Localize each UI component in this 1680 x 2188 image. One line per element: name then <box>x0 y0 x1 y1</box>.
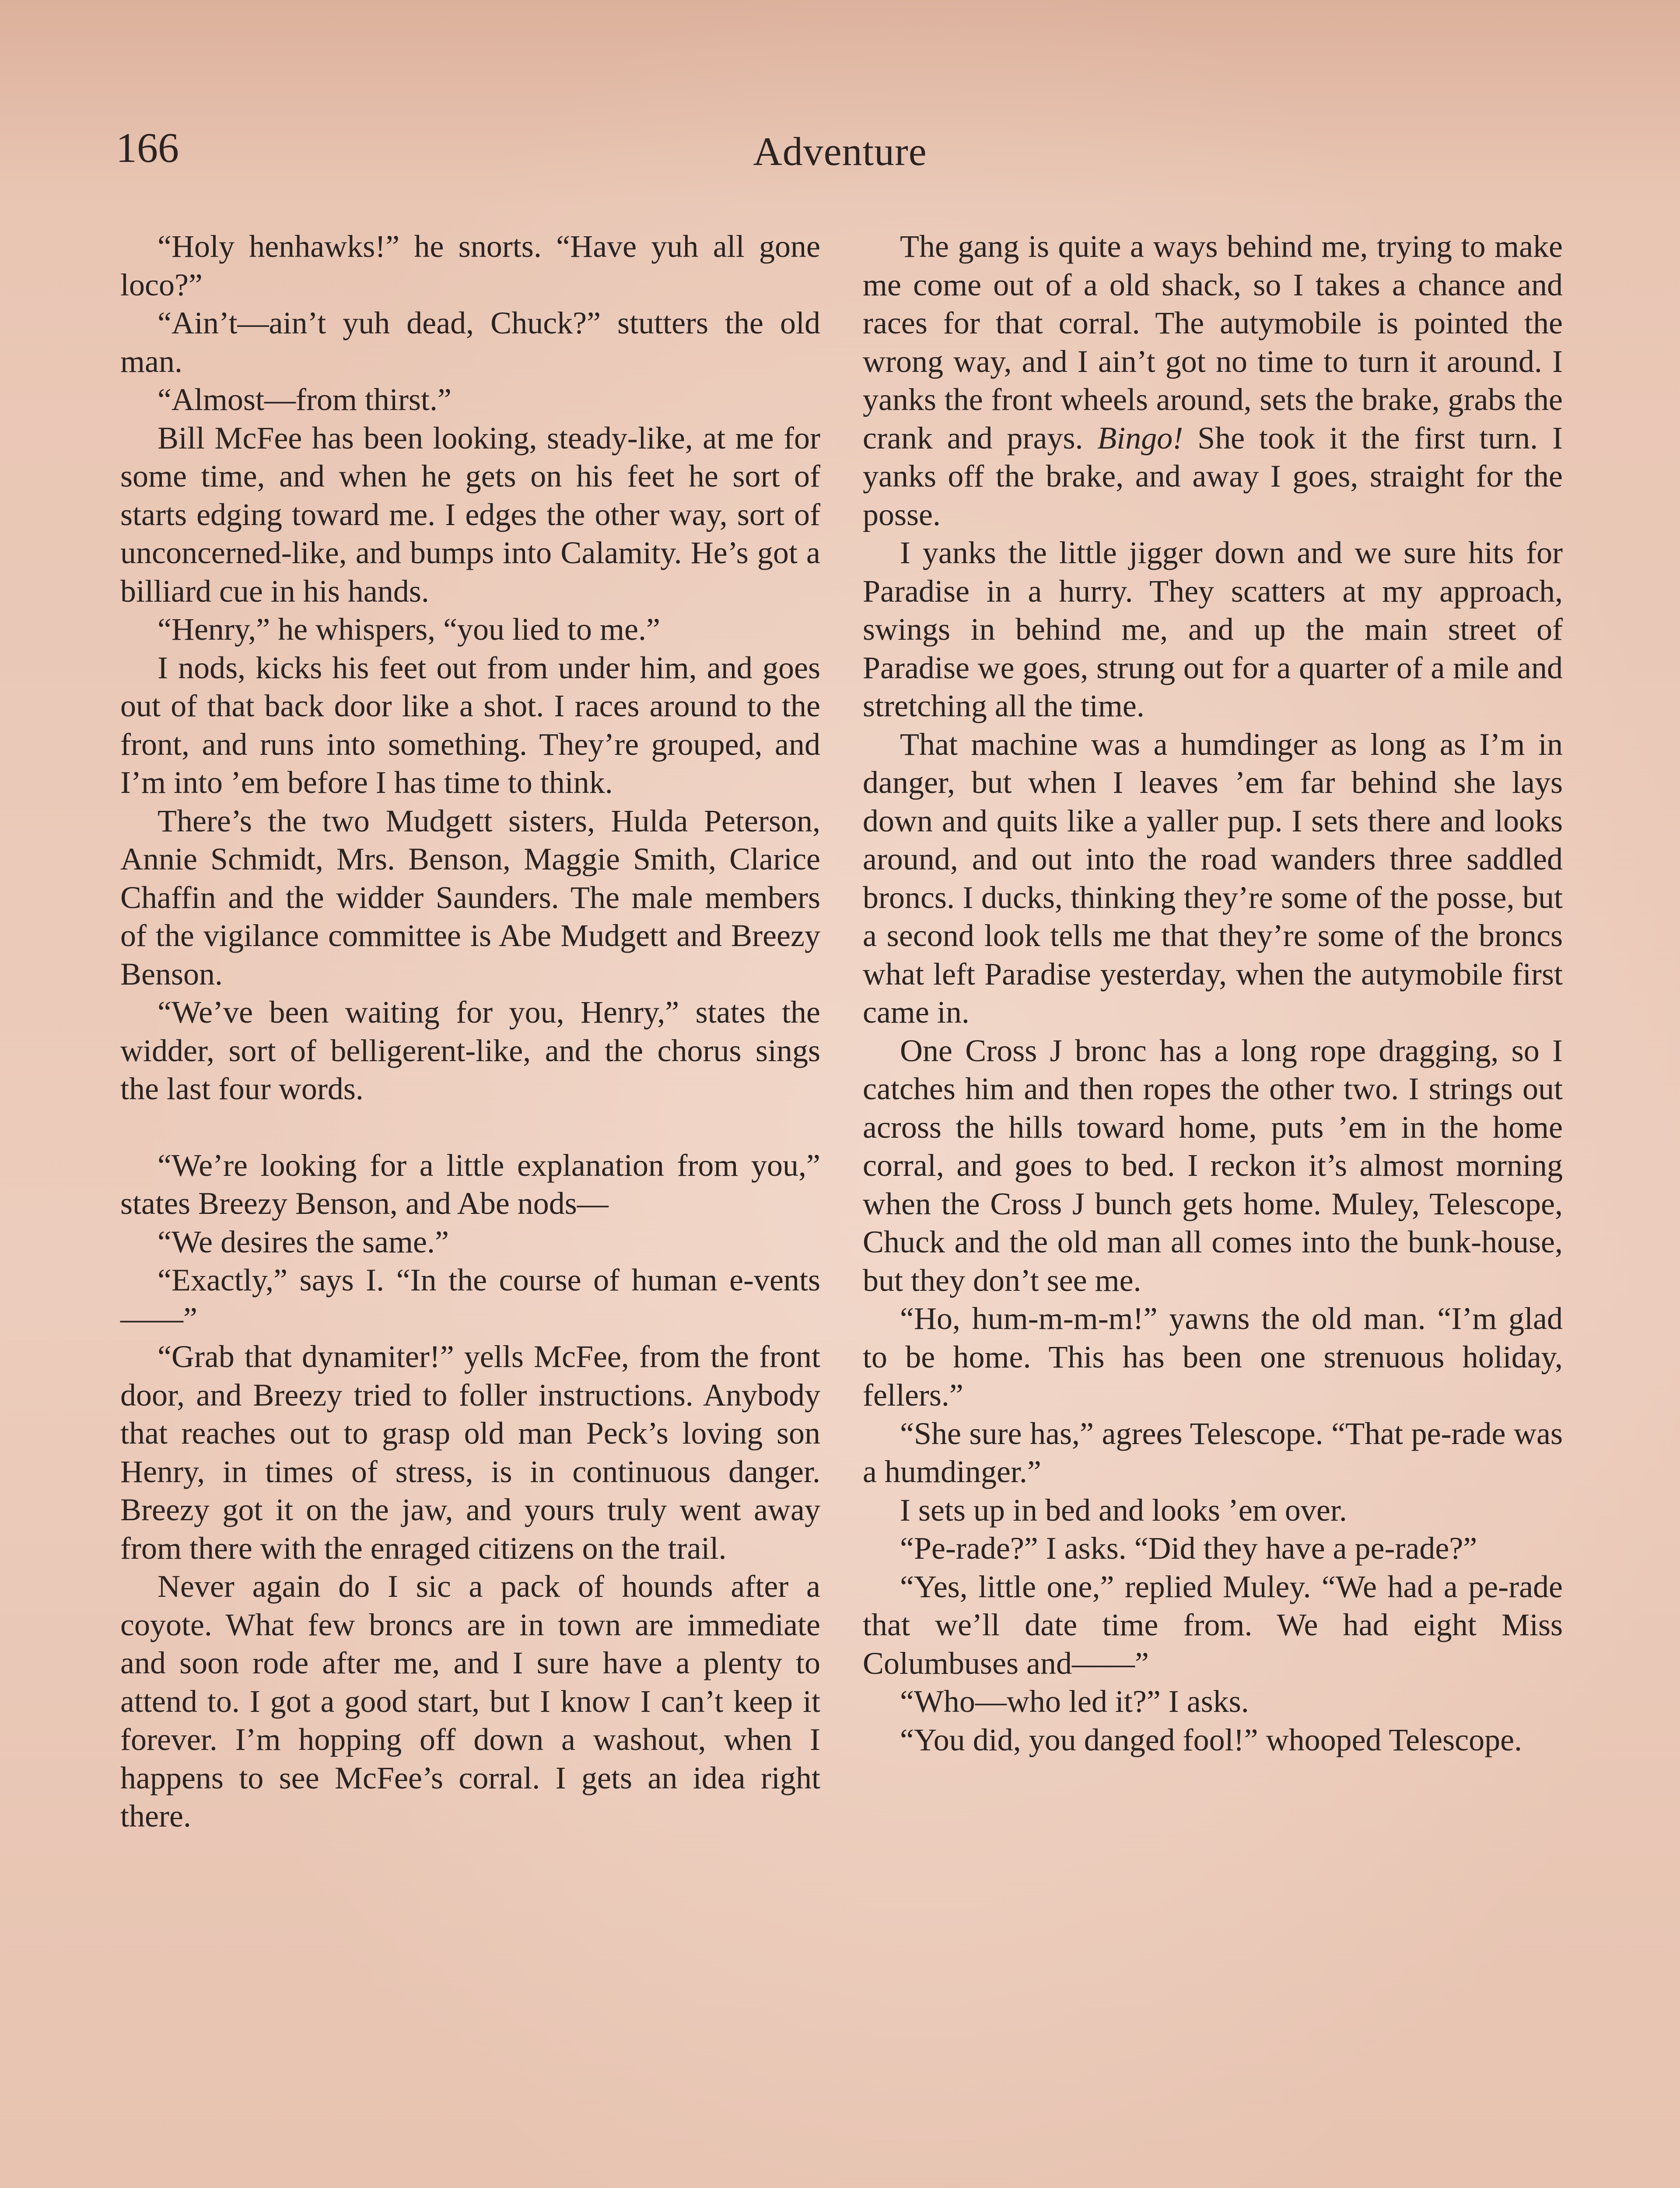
paragraph: I yanks the little jigger down and we sure hits for Paradise in a hurry. They scatters at my approach, swings in behind me, and up the main street of Paradise we goes, strung out for a quarter of a mile and stretching all the time. <box>863 535 1563 723</box>
paragraph: One Cross J bronc has a long rope dragging, so I catches him and then ropes the other two. I strings out across the hills toward home, puts ’em in the home corral, and goes to bed. I reckon it’s almost morning when the Cross J bunch gets home. Muley, Telescope, Chuck and the old man all comes into the bunk-house, but they don’t see me. <box>863 1033 1563 1298</box>
paragraph: “Almost—from thirst.” <box>158 382 452 417</box>
running-head: Adventure <box>753 129 927 174</box>
right-column <box>863 228 1563 1759</box>
paragraph: “We desires the same.” <box>158 1224 449 1259</box>
paragraph: There’s the two Mudgett sisters, Hulda Peterson, Annie Schmidt, Mrs. Benson, Maggie Smith, Clarice Chaffin and the widder Saunders. The male members of the vigilance committee is Abe Mudgett and Breezy Benson. <box>120 803 820 992</box>
paragraph: “Henry,” he whispers, “you lied to me.” <box>158 612 660 647</box>
paragraph <box>863 228 1563 534</box>
paragraph: “She sure has,” agrees Telescope. “That pe-rade was a humdinger.” <box>863 1416 1563 1489</box>
paragraph: “We’re looking for a little explanation from you,” states Breezy Benson, and Abe nods— <box>120 1147 820 1221</box>
paragraph: “You did, you danged fool!” whooped Telescope. <box>900 1722 1522 1757</box>
paragraph: I nods, kicks his feet out from under him, and goes out of that back door like a shot. I races around to the front, and runs into something. They’re grouped, and I’m into ’em before I has time to think. <box>120 650 820 800</box>
paragraph: Never again do I sic a pack of hounds after a coyote. What few broncs are in town are immediate and soon rode after me, and I sure have a plenty to attend to. I got a good start, but I know I can’t keep it forever. I’m hopping off down a washout, when I happens to see McFee’s corral. I gets an idea right there. <box>120 1569 820 1834</box>
paragraph: “Pe-rade?” I asks. “Did they have a pe-rade?” <box>900 1531 1477 1566</box>
paragraph: I sets up in bed and looks ’em over. <box>900 1492 1347 1528</box>
paragraph: “Holy henhawks!” he snorts. “Have yuh all gone loco?” <box>120 229 820 302</box>
page-number: 166 <box>116 124 179 171</box>
paragraph: “We’ve been waiting for you, Henry,” states the widder, sort of belligerent-like, and the chorus sings the last four words. <box>120 995 820 1106</box>
paragraph: Bill McFee has been looking, steady-like, at me for some time, and when he gets on his feet he sort of starts edging toward me. I edges the other way, sort of unconcerned-like, and bumps into Calamity. He’s got a billiard cue in his hands. <box>120 420 820 609</box>
paragraph: “Who—who led it?” I asks. <box>900 1684 1249 1719</box>
paragraph: That machine was a humdinger as long as I’m in danger, but when I leaves ’em far behind she lays down and quits like a yaller pup. I sets there and looks around, and out into the road wanders three saddled broncs. I ducks, thinking they’re some of the posse, but a second look tells me that they’re some of the broncs what left Paradise yesterday, when the autymobile first came in. <box>863 726 1563 1030</box>
left-column <box>120 228 820 1836</box>
text-run: She took it the first turn. I yanks off the brake, and away I goes, straight for the posse. <box>863 420 1563 532</box>
paragraph: “Ain’t—ain’t yuh dead, Chuck?” stutters the old man. <box>120 305 820 379</box>
text-run: The gang is quite a ways behind me, trying to make me come out of a old shack, so I takes a chance and races for that corral. The autymobile is pointed the wrong way, and I ain’t got no time to turn it around. I yanks the front wheels around, sets the brake, grabs the crank and prays. <box>863 229 1563 456</box>
paragraph: “Grab that dynamiter!” yells McFee, from the front door, and Breezy tried to foller instructions. Anybody that reaches out to grasp old man Peck’s loving son Henry, in times of stress, is in continuous danger. Breezy got it on the jaw, and yours truly went away from there with the enraged citizens on the trail. <box>120 1339 820 1566</box>
paragraph: “Ho, hum-m-m-m!” yawns the old man. “I’m glad to be home. This has been one strenuous holiday, fellers.” <box>863 1301 1563 1413</box>
paragraph: “Yes, little one,” replied Muley. “We had a pe-rade that we’ll date time from. We had eight Miss Columbuses and——” <box>863 1569 1563 1681</box>
paragraph: “Exactly,” says I. “In the course of human e-vents——” <box>120 1262 820 1336</box>
italic-text: Bingo! <box>1097 420 1183 456</box>
